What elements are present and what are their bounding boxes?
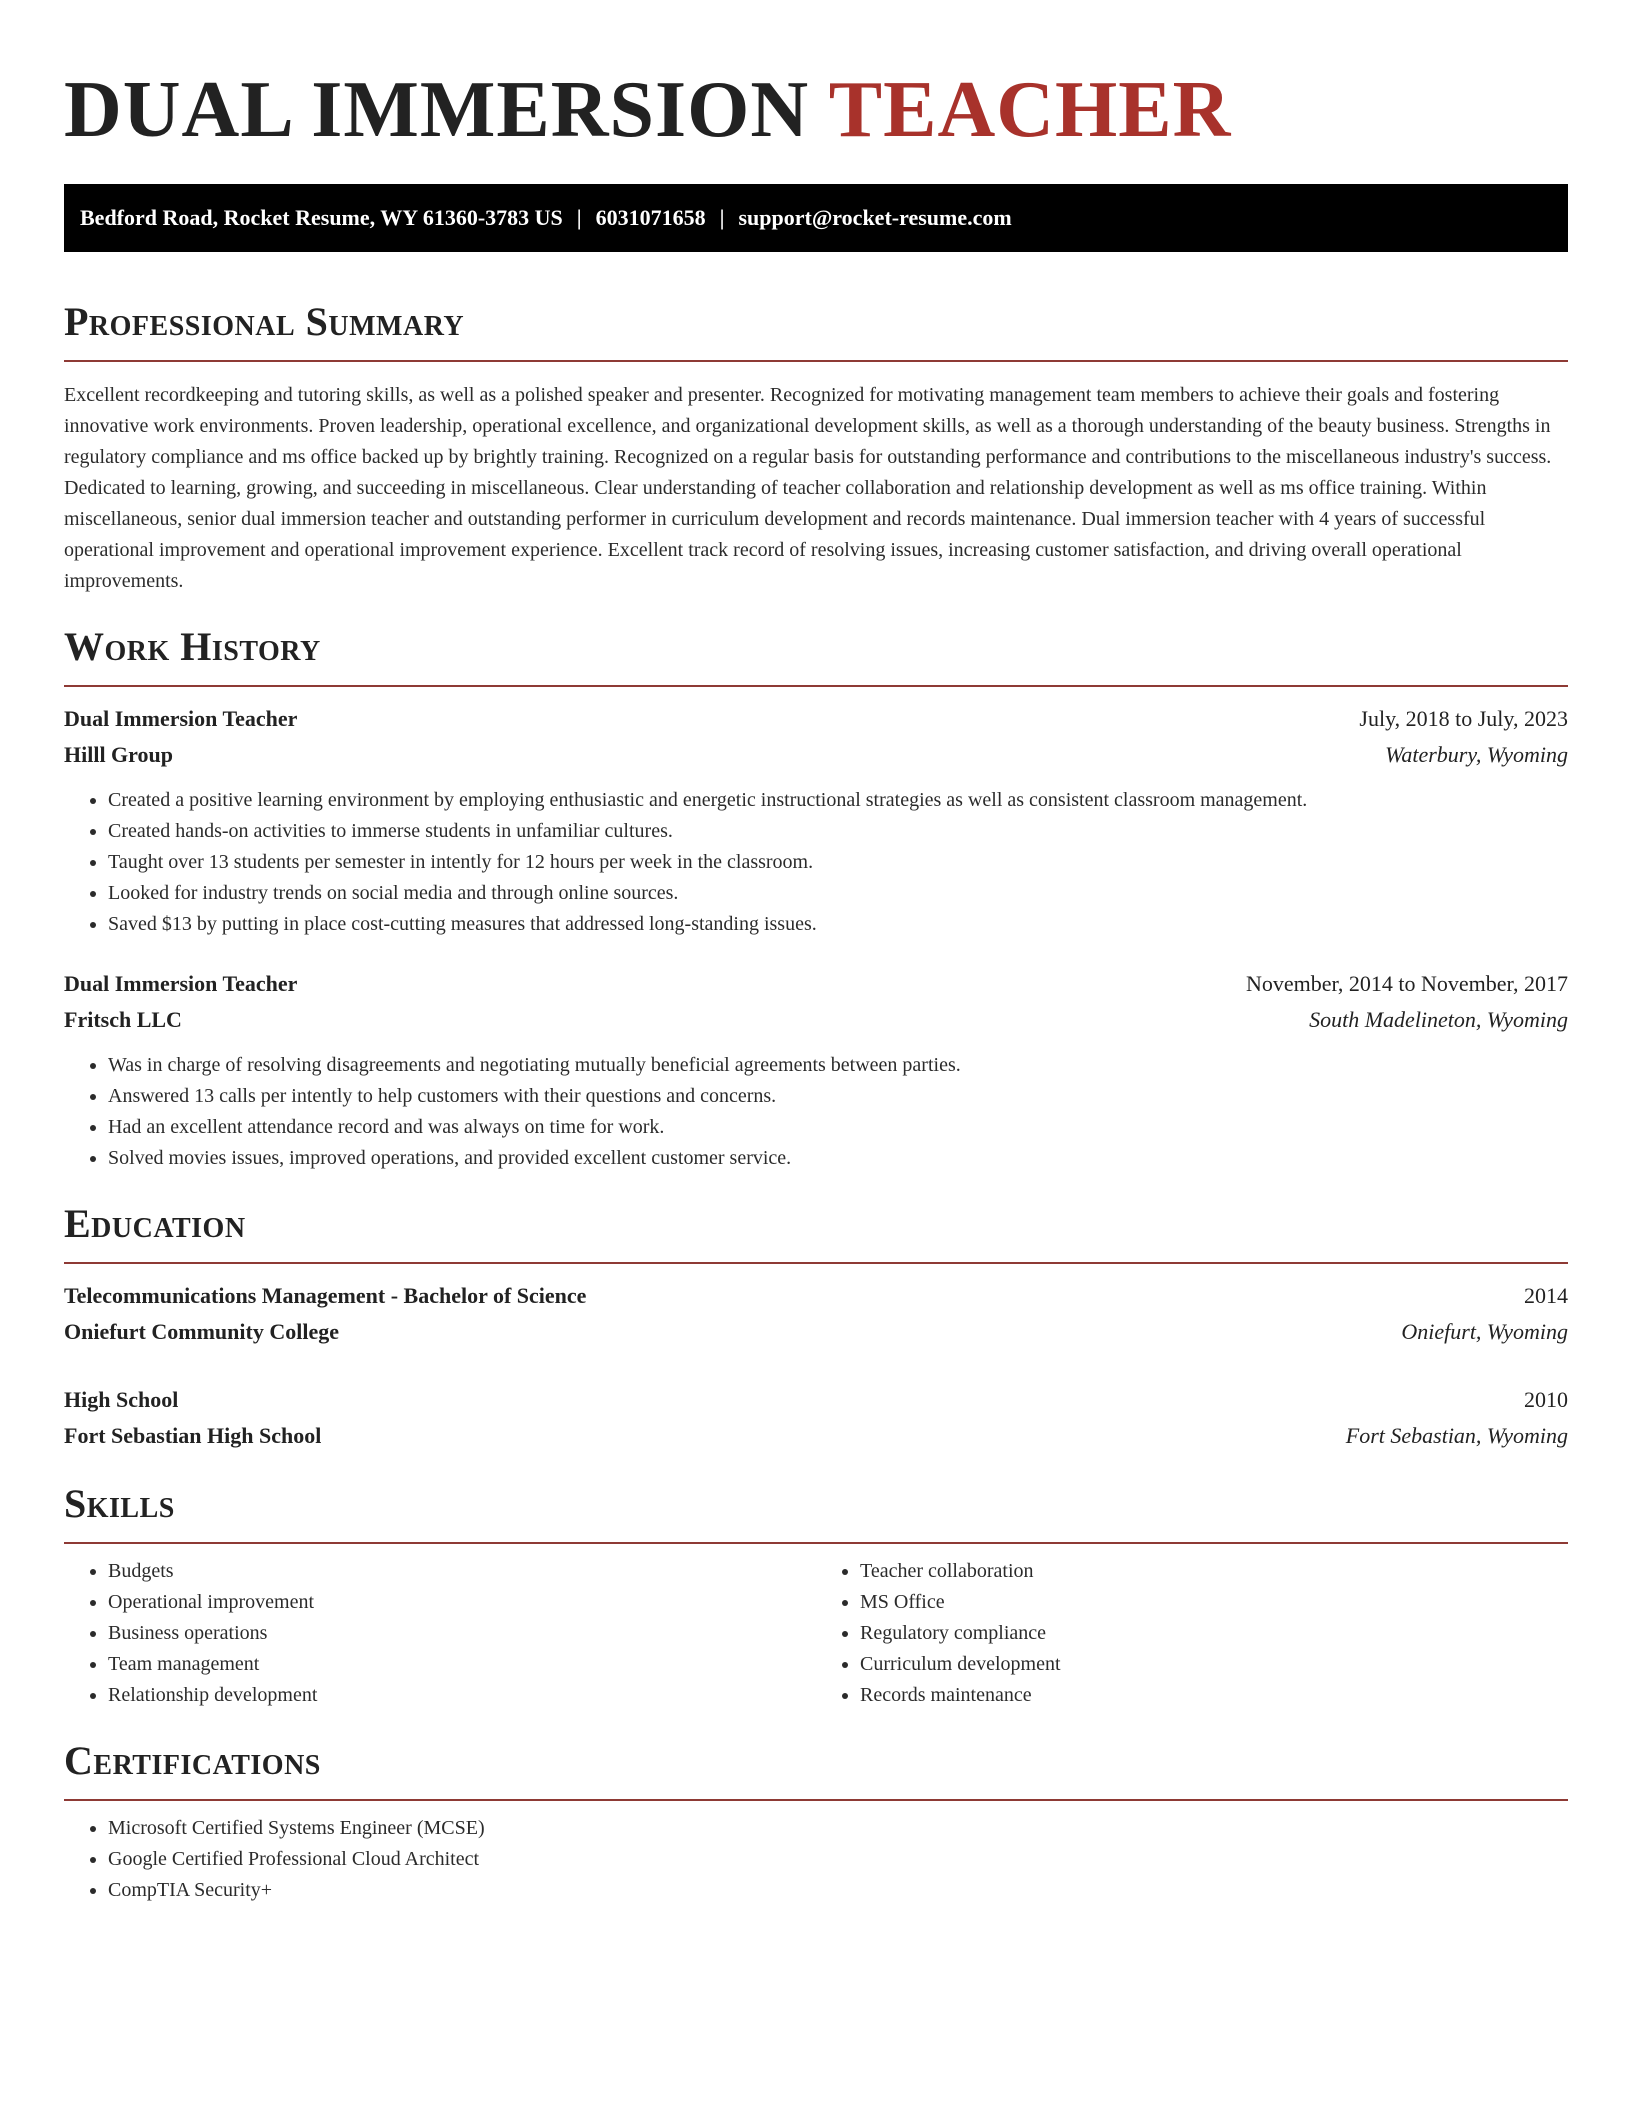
contact-email: support@rocket-resume.com	[738, 205, 1012, 230]
list-item: • Teacher collaboration	[860, 1556, 1568, 1587]
job-position: Dual Immersion Teacher	[64, 706, 298, 731]
education-location: Fort Sebastian, Wyoming	[1345, 1423, 1568, 1448]
contact-separator: |	[576, 205, 582, 230]
job-position: Dual Immersion Teacher	[64, 971, 298, 996]
section-divider	[64, 360, 1568, 362]
list-item: • Regulatory compliance	[860, 1618, 1568, 1649]
job-bullets	[64, 785, 1568, 940]
education-entry	[64, 1278, 1568, 1350]
education-degree: High School	[64, 1387, 179, 1412]
job-dates: July, 2018 to July, 2023	[1359, 706, 1568, 731]
education-school: Oniefurt Community College	[64, 1319, 339, 1344]
job-dates: November, 2014 to November, 2017	[1245, 971, 1568, 996]
education-year: 2010	[1524, 1387, 1568, 1412]
contact-address: Bedford Road, Rocket Resume, WY 61360-3783 US	[80, 205, 563, 230]
education-school: Fort Sebastian High School	[64, 1423, 322, 1448]
title-part-2: TEACHER	[828, 66, 1232, 154]
list-item: • Answered 13 calls per intently to help customers with their questions and concerns.	[108, 1081, 1568, 1112]
skills-section	[64, 1480, 1568, 1711]
list-item: • Google Certified Professional Cloud Architect	[108, 1844, 1568, 1875]
skills-heading: Skills	[64, 1481, 175, 1526]
list-item: • Created a positive learning environment by employing enthusiastic and energetic instructional strategies as well as consistent classroom management.	[108, 785, 1568, 816]
list-item: • Team management	[108, 1649, 816, 1680]
list-item: • Was in charge of resolving disagreements and negotiating mutually beneficial agreements between parties.	[108, 1050, 1568, 1081]
contact-separator: |	[719, 205, 725, 230]
certifications-list	[64, 1813, 1568, 1906]
list-item: • Operational improvement	[108, 1587, 816, 1618]
list-item: • Created hands-on activities to immerse students in unfamiliar cultures.	[108, 816, 1568, 847]
job-location: South Madelineton, Wyoming	[1309, 1007, 1568, 1032]
job-entry	[64, 966, 1568, 1174]
education-degree-row	[64, 1278, 1568, 1314]
list-item: • Had an excellent attendance record and was always on time for work.	[108, 1112, 1568, 1143]
skills-grid	[64, 1556, 1568, 1711]
certifications-heading: Certifications	[64, 1738, 321, 1783]
summary-text: Excellent recordkeeping and tutoring skills, as well as a polished speaker and presenter. Recognized for motivating management team members to achieve their goals and fostering innovative work environments. Proven leadership, operational excellence, and organizational development skills, as well as a thorough understanding of the beauty business. Strengths in regulatory compliance and ms office backed up by brightly training. Recognized on a regular basis for outstanding performance and contributions to the miscellaneous industry's success. Dedicated to learning, growing, and succeeding in miscellaneous. Clear understanding of teacher collaboration and relationship development as well as ms office training. Within miscellaneous, senior dual immersion teacher and outstanding performer in curriculum development and records maintenance. Dual immersion teacher with 4 years of successful operational improvement and operational improvement experience. Excellent track record of resolving issues, increasing customer satisfaction, and driving overall operational improvements.	[64, 384, 1552, 592]
title-part-1: DUAL IMMERSION	[64, 66, 810, 154]
certifications-section	[64, 1737, 1568, 1906]
list-item: • Records maintenance	[860, 1680, 1568, 1711]
job-company: Fritsch LLC	[64, 1007, 182, 1032]
section-divider	[64, 1799, 1568, 1801]
job-header-row	[64, 966, 1568, 1002]
summary-heading: Professional Summary	[64, 299, 465, 344]
list-item: • Taught over 13 students per semester in intently for 12 hours per week in the classroom.	[108, 847, 1568, 878]
education-section	[64, 1200, 1568, 1454]
section-divider	[64, 1262, 1568, 1264]
job-header-row	[64, 701, 1568, 737]
list-item: • Looked for industry trends on social media and through online sources.	[108, 878, 1568, 909]
education-location: Oniefurt, Wyoming	[1401, 1319, 1568, 1344]
list-item: • CompTIA Security+	[108, 1875, 1568, 1906]
list-item: • Budgets	[108, 1556, 816, 1587]
section-divider	[64, 1542, 1568, 1544]
resume-title	[64, 58, 1568, 156]
list-item: • Curriculum development	[860, 1649, 1568, 1680]
education-degree: Telecommunications Management - Bachelor of Science	[64, 1283, 587, 1308]
job-entry	[64, 701, 1568, 940]
list-item: • Relationship development	[108, 1680, 816, 1711]
work-history-heading: Work History	[64, 624, 321, 669]
contact-phone: 6031071658	[595, 205, 706, 230]
list-item: • Microsoft Certified Systems Engineer (MCSE)	[108, 1813, 1568, 1844]
job-location: Waterbury, Wyoming	[1385, 742, 1568, 767]
contact-bar	[64, 184, 1568, 252]
skills-list-right	[816, 1556, 1568, 1711]
education-school-row	[64, 1418, 1568, 1454]
summary-section	[64, 298, 1568, 597]
job-company-row	[64, 737, 1568, 773]
education-heading: Education	[64, 1201, 246, 1246]
skills-list-left	[64, 1556, 816, 1711]
job-company-row	[64, 1002, 1568, 1038]
list-item: • Business operations	[108, 1618, 816, 1649]
education-year: 2014	[1524, 1283, 1568, 1308]
job-company: Hilll Group	[64, 742, 174, 767]
work-history-section	[64, 623, 1568, 1174]
education-degree-row	[64, 1382, 1568, 1418]
list-item: • Solved movies issues, improved operations, and provided excellent customer service.	[108, 1143, 1568, 1174]
education-school-row	[64, 1314, 1568, 1350]
section-divider	[64, 685, 1568, 687]
list-item: • MS Office	[860, 1587, 1568, 1618]
education-entry	[64, 1382, 1568, 1454]
job-bullets	[64, 1050, 1568, 1174]
list-item: • Saved $13 by putting in place cost-cutting measures that addressed long-standing issues.	[108, 909, 1568, 940]
